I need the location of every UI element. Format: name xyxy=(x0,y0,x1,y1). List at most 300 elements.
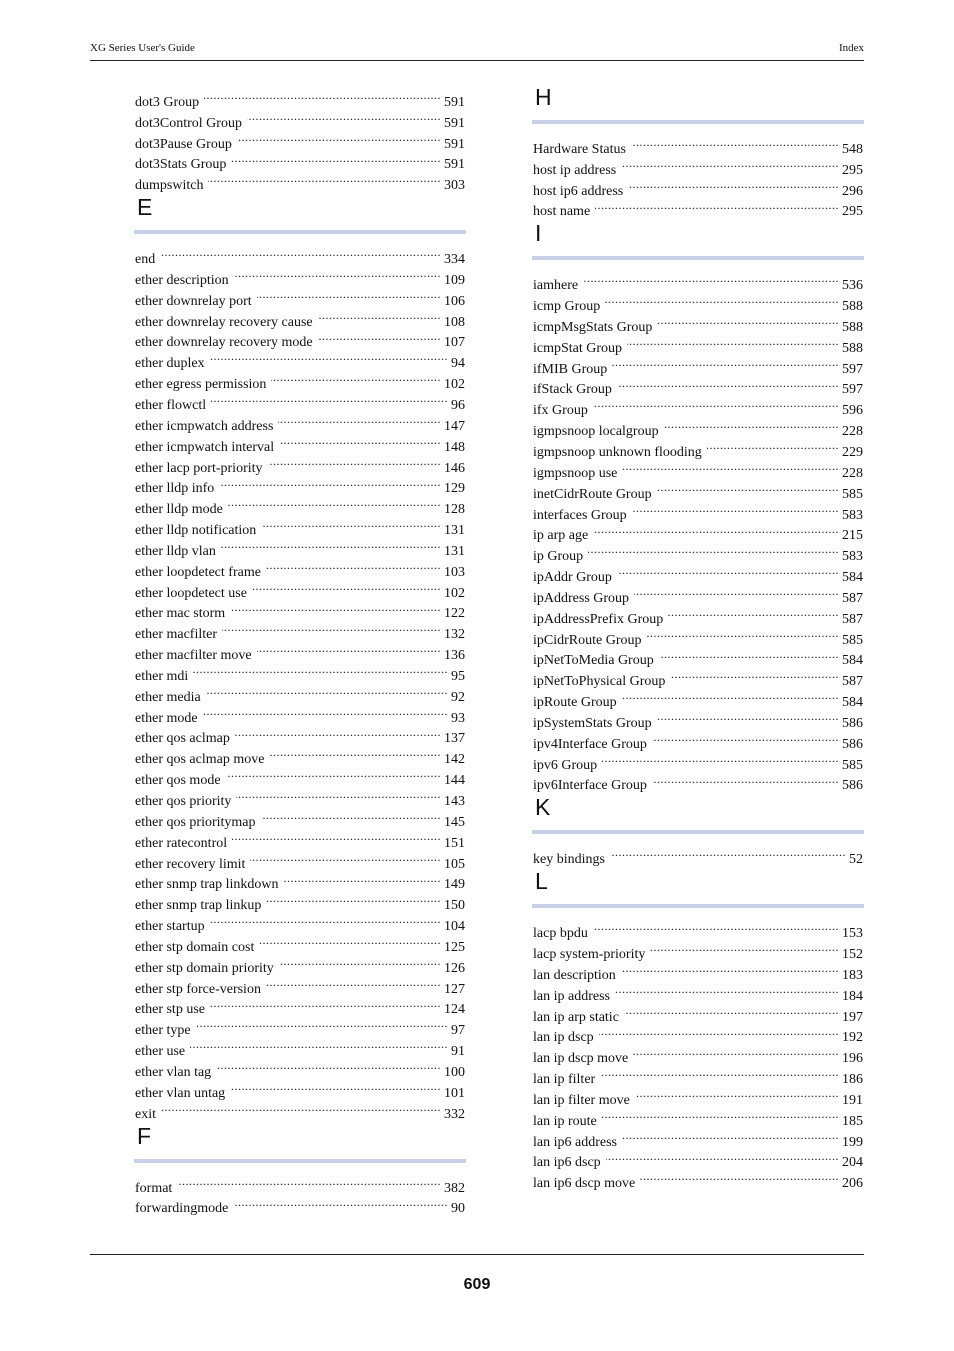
index-page-ref: 332 xyxy=(444,1106,465,1122)
index-entry xyxy=(135,85,465,110)
index-page-ref: 197 xyxy=(842,1009,863,1025)
index-term: lacp system-priority xyxy=(533,947,646,962)
section-divider xyxy=(532,904,864,908)
index-term: ipNetToPhysical Group xyxy=(533,674,666,690)
index-page-ref: 150 xyxy=(444,898,465,914)
index-term: ether qos aclmap xyxy=(135,731,230,747)
index-page-ref: 104 xyxy=(444,919,465,935)
index-page-ref: 583 xyxy=(842,507,863,523)
dot-leader xyxy=(634,581,839,602)
index-page-ref: 97 xyxy=(451,1023,465,1039)
index-term: igmpsnoop localgroup xyxy=(533,424,659,440)
index-term: ipAddress Group xyxy=(533,590,630,606)
dot-leader xyxy=(228,492,441,513)
index-term: ipv6 Group xyxy=(533,757,598,773)
index-page-ref: 199 xyxy=(842,1134,863,1150)
index-page-ref: 303 xyxy=(444,178,465,194)
index-term: ether qos aclmap move xyxy=(135,752,265,768)
index-term: ether lldp vlan xyxy=(135,543,216,559)
index-page-ref: 586 xyxy=(842,715,863,731)
index-page-ref: 584 xyxy=(842,695,863,711)
index-page-ref: 91 xyxy=(451,1044,465,1060)
index-page-ref: 137 xyxy=(444,731,465,747)
index-entry xyxy=(533,132,863,157)
section-letter: F xyxy=(137,1122,152,1149)
section-divider xyxy=(134,1159,466,1163)
dot-leader xyxy=(210,909,441,930)
index-column-right xyxy=(533,84,863,1192)
index-term: lan ip address xyxy=(533,988,610,1004)
index-page-ref: 587 xyxy=(842,611,863,627)
index-term: ether snmp trap linkup xyxy=(135,898,262,914)
dot-leader xyxy=(621,153,839,174)
dot-leader xyxy=(266,888,441,909)
index-page-ref: 102 xyxy=(444,377,465,393)
index-page-ref: 228 xyxy=(842,424,863,440)
index-page-ref: 185 xyxy=(842,1113,863,1129)
index-term: dot3Pause Group xyxy=(135,136,232,152)
index-page-ref: 591 xyxy=(444,94,465,110)
index-page-ref: 382 xyxy=(444,1180,465,1196)
dot-leader xyxy=(617,560,839,581)
index-term: icmpMsgStats Group xyxy=(533,319,653,335)
dot-leader xyxy=(606,1146,839,1167)
index-page-ref: 131 xyxy=(444,543,465,559)
dot-leader xyxy=(657,310,839,331)
index-term: exit xyxy=(135,1106,156,1122)
dot-leader xyxy=(160,242,441,263)
dot-leader xyxy=(247,106,441,127)
index-page-ref: 127 xyxy=(444,981,465,997)
index-page-ref: 147 xyxy=(444,418,465,434)
index-term: ether stp force-version xyxy=(135,981,261,997)
index-term: ether lldp info xyxy=(135,481,215,497)
index-term: ipv6Interface Group xyxy=(533,778,647,794)
index-page-ref: 107 xyxy=(444,335,465,351)
index-page-ref: 129 xyxy=(444,481,465,497)
index-term: ether qos priority xyxy=(135,794,232,809)
index-term: ether type xyxy=(135,1023,191,1039)
dot-leader xyxy=(177,1171,441,1192)
index-term: dot3Control Group xyxy=(135,115,242,131)
dot-leader xyxy=(670,664,839,685)
index-page-ref: 90 xyxy=(451,1201,465,1217)
index-term: ether snmp trap linkdown xyxy=(135,877,279,893)
index-page-ref: 588 xyxy=(842,340,863,356)
dot-leader xyxy=(318,326,441,347)
section-divider xyxy=(134,230,466,234)
dot-leader xyxy=(627,331,839,352)
index-term: key bindings xyxy=(533,852,605,868)
index-term: ether egress permission xyxy=(135,377,267,393)
dot-leader xyxy=(221,534,441,555)
index-page-ref: 105 xyxy=(444,856,465,872)
index-term: ether lldp notification xyxy=(135,523,257,539)
dot-leader xyxy=(624,1000,839,1021)
dot-leader xyxy=(657,706,839,727)
dot-leader xyxy=(610,842,846,863)
index-page-ref: 149 xyxy=(444,877,465,893)
index-term: ether qos mode xyxy=(135,773,221,789)
index-term: lan ip6 address xyxy=(533,1134,617,1150)
header-section-title: Index xyxy=(838,42,864,54)
dot-leader xyxy=(318,305,441,326)
index-page-ref: 94 xyxy=(451,356,465,372)
dot-leader xyxy=(222,617,441,638)
index-term: ether vlan tag xyxy=(135,1064,212,1080)
index-page-ref: 295 xyxy=(842,162,863,178)
index-term: ip Group xyxy=(533,549,584,565)
index-page-ref: 186 xyxy=(842,1072,863,1088)
section-letter: E xyxy=(137,194,153,221)
dot-leader xyxy=(588,539,839,560)
index-entry xyxy=(135,242,465,268)
index-page-ref: 132 xyxy=(444,627,465,643)
index-page-ref: 95 xyxy=(451,668,465,684)
index-term: ether loopdetect frame xyxy=(135,564,261,580)
dot-leader xyxy=(268,451,441,472)
index-page-ref: 126 xyxy=(444,960,465,976)
index-page-ref: 92 xyxy=(451,689,465,705)
index-term: host ip6 address xyxy=(533,183,624,199)
index-page-ref: 124 xyxy=(444,1002,465,1018)
index-term: lan ip6 dscp move xyxy=(533,1176,636,1192)
index-term: icmpStat Group xyxy=(533,340,623,356)
dot-leader xyxy=(617,373,839,394)
index-term: lan ip filter move xyxy=(533,1092,630,1108)
index-term: ether use xyxy=(135,1044,186,1060)
index-term: ether stp domain cost xyxy=(135,939,255,955)
index-page-ref: 148 xyxy=(444,439,465,455)
dot-leader xyxy=(602,1104,839,1125)
index-page-ref: 584 xyxy=(842,653,863,669)
index-term: ipAddressPrefix Group xyxy=(533,611,664,627)
index-page-ref: 204 xyxy=(842,1155,863,1171)
index-term: lacp bpdu xyxy=(533,926,588,942)
index-page-ref: 215 xyxy=(842,528,863,544)
section-letter: K xyxy=(535,794,551,821)
dot-leader xyxy=(612,352,839,373)
index-page-ref: 587 xyxy=(842,590,863,606)
index-page-ref: 536 xyxy=(842,278,863,294)
dot-leader xyxy=(250,847,441,868)
index-page-ref: 93 xyxy=(451,710,465,726)
dot-leader xyxy=(279,430,441,451)
dot-leader xyxy=(190,1034,448,1055)
index-term: ether icmpwatch address xyxy=(135,418,274,434)
index-term: ether downrelay recovery cause xyxy=(135,314,313,330)
dot-leader xyxy=(635,1083,839,1104)
index-page-ref: 192 xyxy=(842,1030,863,1046)
dot-leader xyxy=(605,289,839,310)
dot-leader xyxy=(203,701,448,722)
index-term: lan ip arp static xyxy=(533,1009,619,1025)
index-page-ref: 52 xyxy=(849,852,863,868)
index-term: ifStack Group xyxy=(533,382,612,398)
index-term: ipCidrRoute Group xyxy=(533,632,642,648)
dot-leader xyxy=(650,937,839,958)
index-page-ref: 103 xyxy=(444,564,465,580)
dot-leader xyxy=(233,1192,448,1213)
dot-leader xyxy=(234,263,441,284)
index-entry xyxy=(135,1192,465,1217)
index-term: ether stp domain priority xyxy=(135,960,274,976)
index-term: igmpsnoop unknown flooding xyxy=(533,444,702,460)
dot-leader xyxy=(266,555,441,576)
index-page-ref: 146 xyxy=(444,460,465,476)
dot-leader xyxy=(226,763,441,784)
dot-leader xyxy=(219,472,441,493)
dot-leader xyxy=(279,951,441,972)
index-page-ref: 334 xyxy=(444,252,465,268)
dot-leader xyxy=(208,168,441,189)
dot-leader xyxy=(252,576,441,597)
dot-leader xyxy=(257,638,441,659)
dot-leader xyxy=(664,414,839,435)
index-entry xyxy=(533,268,863,294)
index-page-ref: 191 xyxy=(842,1092,863,1108)
dot-leader xyxy=(259,930,441,951)
index-page-ref: 145 xyxy=(444,814,465,830)
index-term: ether macfilter move xyxy=(135,648,252,664)
dot-leader xyxy=(640,1166,839,1187)
index-page-ref: 583 xyxy=(842,549,863,565)
index-term: ether mode xyxy=(135,710,198,726)
index-term: ifx Group xyxy=(533,403,588,419)
index-term: ether macfilter xyxy=(135,627,218,643)
index-term: ether downrelay port xyxy=(135,293,252,309)
index-term: ether mdi xyxy=(135,668,189,684)
index-page-ref: 108 xyxy=(444,314,465,330)
index-term: inetCidrRoute Group xyxy=(533,486,652,502)
index-term: dumpswitch xyxy=(135,178,204,194)
index-page-ref: 184 xyxy=(842,988,863,1004)
dot-leader xyxy=(210,993,441,1014)
dot-leader xyxy=(261,513,441,534)
section-letter: L xyxy=(535,868,548,895)
dot-leader xyxy=(161,1097,441,1118)
dot-leader xyxy=(235,722,441,743)
index-term: ipAddr Group xyxy=(533,570,612,586)
index-term: ether lldp mode xyxy=(135,502,223,518)
dot-leader xyxy=(278,409,441,430)
index-term: ipv4Interface Group xyxy=(533,736,647,752)
index-page-ref: 106 xyxy=(444,293,465,309)
index-page-ref: 153 xyxy=(842,926,863,942)
index-page-ref: 596 xyxy=(842,403,863,419)
dot-leader xyxy=(602,748,839,769)
section-divider xyxy=(532,120,864,124)
index-page-ref: 585 xyxy=(842,757,863,773)
dot-leader xyxy=(210,346,448,367)
index-term: ether media xyxy=(135,689,201,705)
index-term: interfaces Group xyxy=(533,507,627,523)
index-term: host name xyxy=(533,204,591,220)
dot-leader xyxy=(668,602,839,623)
index-page-ref: 128 xyxy=(444,502,465,518)
index-term: ether ratecontrol xyxy=(135,835,228,851)
index-page-ref: 584 xyxy=(842,570,863,586)
index-term: lan ip6 dscp xyxy=(533,1155,601,1171)
index-page-ref: 131 xyxy=(444,523,465,539)
dot-leader xyxy=(628,174,839,195)
dot-leader xyxy=(600,1062,839,1083)
dot-leader xyxy=(593,916,839,937)
dot-leader xyxy=(583,268,839,289)
index-term: ether stp use xyxy=(135,1002,205,1018)
dot-leader xyxy=(657,477,839,498)
dot-leader xyxy=(599,1021,839,1042)
index-term: ether recovery limit xyxy=(135,856,246,872)
index-page-ref: 183 xyxy=(842,967,863,983)
index-term: iamhere xyxy=(533,278,579,294)
dot-leader xyxy=(647,623,840,644)
index-term: icmp Group xyxy=(533,299,601,315)
index-page-ref: 96 xyxy=(451,397,465,413)
index-page-ref: 151 xyxy=(444,835,465,851)
index-term: end xyxy=(135,252,156,268)
index-term: Hardware Status xyxy=(533,141,626,157)
index-page-ref: 548 xyxy=(842,141,863,157)
index-page-ref: 125 xyxy=(444,939,465,955)
dot-leader xyxy=(633,1041,839,1062)
section-letter: H xyxy=(535,84,552,110)
index-term: ether icmpwatch interval xyxy=(135,439,275,455)
dot-leader xyxy=(615,979,839,1000)
index-page-ref: 122 xyxy=(444,606,465,622)
index-term: ether flowctl xyxy=(135,397,207,413)
page-header xyxy=(90,40,864,61)
dot-leader xyxy=(595,195,839,216)
index-page-ref: 206 xyxy=(842,1176,863,1192)
dot-leader xyxy=(232,826,441,847)
index-entry xyxy=(135,1097,465,1122)
dot-leader xyxy=(261,805,441,826)
index-term: lan description xyxy=(533,967,616,983)
index-entry xyxy=(135,263,465,288)
index-term: forwardingmode xyxy=(135,1201,229,1217)
index-page-ref: 144 xyxy=(444,773,465,789)
dot-leader xyxy=(231,148,441,169)
index-entry xyxy=(533,842,863,868)
dot-leader xyxy=(593,519,839,540)
dot-leader xyxy=(652,727,839,748)
index-term: ether mac storm xyxy=(135,606,226,622)
index-term: lan ip filter xyxy=(533,1072,596,1088)
section-letter: I xyxy=(535,220,542,247)
index-entry xyxy=(533,916,863,942)
dot-leader xyxy=(204,85,441,106)
section-divider xyxy=(532,830,864,834)
index-page-ref: 100 xyxy=(444,1064,465,1080)
dot-leader xyxy=(631,132,839,153)
index-entry xyxy=(135,1171,465,1196)
dot-leader xyxy=(593,393,839,414)
dot-leader xyxy=(659,644,839,665)
index-page-ref: 585 xyxy=(842,486,863,502)
dot-leader xyxy=(707,435,839,456)
index-page-ref: 152 xyxy=(842,947,863,962)
index-term: dot3Stats Group xyxy=(135,157,227,173)
index-term: ipSystemStats Group xyxy=(533,715,652,731)
index-term: ether duplex xyxy=(135,356,205,372)
index-page-ref: 588 xyxy=(842,299,863,315)
index-page-ref: 101 xyxy=(444,1085,465,1101)
dot-leader xyxy=(216,1055,441,1076)
footer-divider xyxy=(90,1254,864,1255)
index-term: ether vlan untag xyxy=(135,1085,226,1101)
dot-leader xyxy=(652,769,839,790)
index-column-left xyxy=(135,85,465,1217)
index-page-ref: 228 xyxy=(842,465,863,481)
section-divider xyxy=(532,256,864,260)
header-guide-title: XG Series User's Guide xyxy=(90,42,195,54)
index-page-ref: 597 xyxy=(842,382,863,398)
index-page-ref: 296 xyxy=(842,183,863,199)
index-page-ref: 136 xyxy=(444,648,465,664)
dot-leader xyxy=(621,958,839,979)
index-term: ether loopdetect use xyxy=(135,585,247,601)
index-term: ipNetToMedia Group xyxy=(533,653,654,669)
index-term: ifMIB Group xyxy=(533,361,608,377)
index-page-ref: 597 xyxy=(842,361,863,377)
dot-leader xyxy=(283,868,441,889)
page-number: 609 xyxy=(463,1276,491,1293)
dot-leader xyxy=(271,367,441,388)
index-term: host ip address xyxy=(533,162,617,178)
index-term: lan ip route xyxy=(533,1113,597,1129)
index-term: ip arp age xyxy=(533,528,589,544)
index-page-ref: 229 xyxy=(842,444,863,460)
index-page-ref: 587 xyxy=(842,674,863,690)
dot-leader xyxy=(266,972,441,993)
index-page-ref: 591 xyxy=(444,115,465,131)
dot-leader xyxy=(622,1125,839,1146)
index-page-ref: 591 xyxy=(444,136,465,152)
index-page-ref: 586 xyxy=(842,736,863,752)
index-page-ref: 142 xyxy=(444,752,465,768)
dot-leader xyxy=(632,498,839,519)
index-page-ref: 143 xyxy=(444,794,465,809)
index-page-ref: 586 xyxy=(842,778,863,794)
dot-leader xyxy=(230,597,441,618)
dot-leader xyxy=(236,784,441,805)
index-term: lan ip dscp xyxy=(533,1030,594,1046)
index-term: dot3 Group xyxy=(135,94,200,110)
index-term: ether startup xyxy=(135,919,205,935)
index-term: lan ip dscp move xyxy=(533,1051,629,1067)
index-term: ether lacp port-priority xyxy=(135,460,263,476)
dot-leader xyxy=(211,388,448,409)
index-term: ether qos prioritymap xyxy=(135,814,256,830)
dot-leader xyxy=(206,680,448,701)
dot-leader xyxy=(622,685,839,706)
index-page-ref: 591 xyxy=(444,157,465,173)
dot-leader xyxy=(237,127,441,148)
dot-leader xyxy=(230,1076,441,1097)
index-term: ether downrelay recovery mode xyxy=(135,335,313,351)
dot-leader xyxy=(622,456,839,477)
index-page-ref: 196 xyxy=(842,1051,863,1067)
index-term: format xyxy=(135,1180,173,1196)
dot-leader xyxy=(196,1013,448,1034)
dot-leader xyxy=(193,659,448,680)
index-term: ipRoute Group xyxy=(533,695,617,711)
index-page-ref: 109 xyxy=(444,272,465,288)
index-page-ref: 585 xyxy=(842,632,863,648)
dot-leader xyxy=(257,284,441,305)
index-page-ref: 102 xyxy=(444,585,465,601)
